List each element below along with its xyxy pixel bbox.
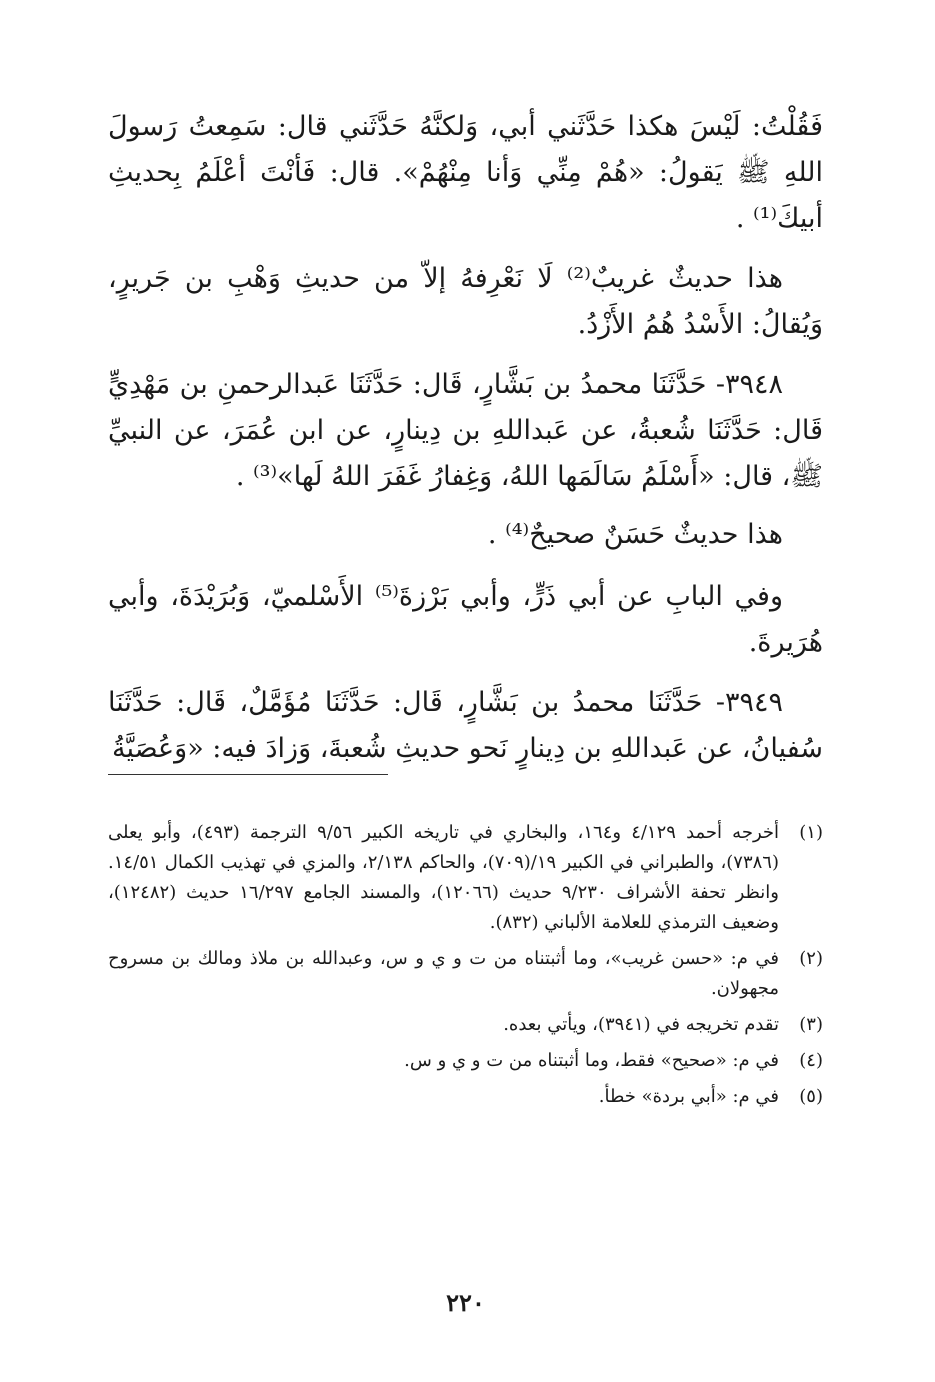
footnotes: [108, 818, 823, 1118]
page-number: ٢٢٠: [446, 1288, 485, 1317]
footnote-item: [108, 1046, 823, 1076]
hadith-3949-paragraph: ٣٩٤٩- حَدَّثَنَا محمدُ بن بَشَّارٍ، قَال: حَدَّثَنَا مُؤَمَّلٌ، قَال: حَدَّثَنَا سُفيانُ، عن عَبداللهِ بن دِينارٍ نَحو حديثِ شُعبةَ، وَزادَ فيه: «وَعُصَيَّةُ: [108, 687, 823, 764]
hadith-3948-paragraph: ٣٩٤٨- حَدَّثَنَا محمدُ بن بَشَّارٍ، قَال: حَدَّثَنَا عَبدالرحمنِ بن مَهْدِيٍّ قَال: حَدَّثَنَا شُعبةُ، عن عَبداللهِ بن دِينارٍ، عن ابن عُمَرَ، عن النبيِّ ﷺ، قال: «أَسْلَمُ سَالَمَها اللهُ، وَغِفارُ غَفَرَ اللهُ لَها»⁽³⁾ .: [108, 369, 823, 492]
footnote-text: في م: «حسن غريب»، وما أثبتناه من ت و ي و س، وعبدالله بن ملاذ ومالك بن مسروح مجهولان.: [108, 948, 779, 999]
footnote-number: (٥): [799, 1086, 823, 1107]
footnote-text: في م: «أبي بردة» خطأ.: [598, 1086, 779, 1107]
footnote-number: (٢): [799, 948, 823, 969]
footnote-item: [108, 1010, 823, 1040]
footnote-item: [108, 944, 823, 1004]
book-page: [108, 104, 823, 1382]
chapter-note-paragraph: وفي البابِ عن أبي ذَرٍّ، وأبي بَرْزةَ⁽⁵⁾ الأَسْلميّ، وَبُرَيْدَةَ، وأبي هُرَيرةَ.: [108, 581, 823, 658]
grading-paragraph: هذا حديثٌ غريبٌ⁽²⁾ لَا نَعْرِفهُ إلاّ من حديثِ وَهْبِ بن جَريرٍ، وَيُقالُ: الأَسْدُ هُمُ الأَزْدُ.: [108, 263, 823, 340]
main-text: [108, 104, 823, 772]
footnote-item: [108, 1082, 823, 1112]
hadith-paragraph: فَقُلْتُ: لَيْسَ هكذا حَدَّثَني أبي، وَلكنَّهُ حَدَّثَني قال: سَمِعتُ رَسولَ اللهِ ﷺ يَقولُ: «هُمْ مِنِّي وَأنا مِنْهُمْ». قال: فَأنْتَ أعْلَمُ بِحديثِ أبيكَ⁽¹⁾ .: [108, 111, 823, 234]
footnote-number: (١): [799, 822, 823, 843]
grading-paragraph: هذا حديثٌ حَسَنٌ صحيحٌ⁽⁴⁾ .: [487, 519, 783, 550]
footnote-number: (٤): [799, 1050, 823, 1071]
footnote-text: تقدم تخريجه في (٣٩٤١)، ويأتي بعده.: [503, 1014, 779, 1035]
footnote-divider: [108, 774, 388, 775]
footnote-number: (٣): [799, 1014, 823, 1035]
footnote-item: [108, 818, 823, 938]
footnote-text: أخرجه أحمد ٤/١٢٩ و١٦٤، والبخاري في تاريخه الكبير ٩/٥٦ الترجمة (٤٩٣)، وأبو يعلى (٧٣٨٦)، والطبراني في الكبير ١٩/(٧٠٩)، والحاكم ٢/١٣٨، والمزي في تهذيب الكمال ١٤/٥١. وانظر تحفة الأشراف ٩/٢٣٠ حديث (١٢٠٦٦)، والمسند الجامع ١٦/٢٩٧ حديث (١٢٤٨٢)، وضعيف الترمذي للعلامة الألباني (٨٣٢).: [108, 822, 780, 933]
footnote-text: في م: «صحيح» فقط، وما أثبتناه من ت و ي و س.: [404, 1050, 779, 1071]
